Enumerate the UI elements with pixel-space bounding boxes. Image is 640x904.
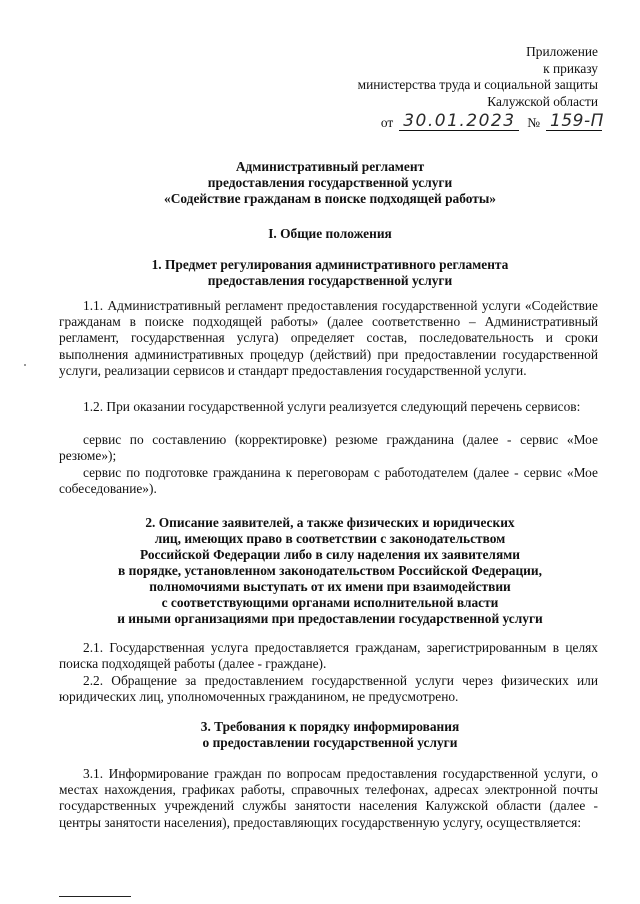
paragraph-2-2 [59, 673, 598, 705]
section-title: I. Общие положения [268, 226, 392, 241]
paragraph-1-2a [59, 432, 598, 464]
paragraph-text: 2.2. Обращение за предоставлением государственной услуги через физических или юридических лиц, уполномоченных гражданином, не предусмотрено. [59, 673, 598, 705]
title-line: Административный регламент [235, 159, 425, 174]
subsection-heading-1 [60, 257, 600, 289]
paragraph-1-2b [59, 465, 598, 497]
footnote-divider [59, 896, 131, 897]
appendix-block [358, 44, 598, 110]
paragraph-1-2 [59, 399, 598, 415]
subsection-line: лиц, имеющих право в соответствии с законодательством [154, 531, 506, 546]
subsection-line: 3. Требования к порядку информирования [200, 719, 460, 734]
subsection-line: 1. Предмет регулирования административного регламента [151, 257, 509, 272]
appendix-line: Приложение [526, 44, 598, 59]
subsection-heading-2 [60, 515, 600, 627]
subsection-line: предоставления государственной услуги [207, 273, 453, 288]
subsection-heading-3 [60, 719, 600, 751]
paragraph-text: 1.2. При оказании государственной услуги реализуется следующий перечень сервисов: [83, 399, 581, 414]
subsection-line: полномочиями выступать от их имени при взаимодействии [149, 579, 511, 594]
paragraph-3-1 [59, 766, 598, 831]
section-heading [60, 226, 600, 242]
subsection-line: Российской Федерации либо в силу наделения их заявителями [139, 547, 521, 562]
paragraph-text: сервис по подготовке гражданина к переговорам с работодателем (далее - сервис «Мое собеседование»). [59, 465, 598, 497]
date-prefix: от [380, 115, 394, 130]
paragraph-text: 3.1. Информирование граждан по вопросам предоставления государственной услуги, о местах нахождения, графиках работы, справочных телефонах, адресах электронной почты государственных учреждений службы занятости населения Калужской области (далее - центры занятости населения), предоставляющих государственную услугу, осуществляется: [59, 766, 598, 830]
subsection-line: о предоставлении государственной услуги [202, 735, 458, 750]
subsection-line: 2. Описание заявителей, а также физических и юридических [145, 515, 515, 530]
appendix-line: министерства труда и социальной защиты [357, 77, 598, 92]
appendix-line: к приказу [543, 60, 598, 76]
paragraph-2-1 [59, 640, 598, 672]
title-line: предоставления государственной услуги [207, 175, 453, 190]
paragraph-text: 1.1. Административный регламент предоставления государственной услуги «Содействие гражданам в поиске подходящей работы» (далее соответственно – Административный регламент, государственная услуга) определяет состав, последовательность и сроки выполнения административных процедур (действий) при предоставлении государственной услуги, реализации сервисов и стандарт предоставления государственной услуги. [59, 298, 598, 378]
title-line: «Содействие гражданам в поиске подходящей работы» [164, 191, 496, 206]
number-sign: № [527, 115, 540, 130]
paragraph-text: сервис по составлению (корректировке) резюме гражданина (далее - сервис «Мое резюме»); [59, 432, 598, 464]
document-title [60, 159, 600, 207]
paragraph-text: 2.1. Государственная услуга предоставляется гражданам, зарегистрированным в целях поиска подходящей работы (далее - граждане). [59, 640, 598, 672]
order-date-number [381, 112, 602, 131]
subsection-line: и иными организациями при предоставлении государственной услуги [117, 611, 543, 626]
subsection-line: в порядке, установленном законодательством Российской Федерации, [118, 563, 542, 578]
paragraph-1-1 [59, 298, 598, 379]
handwritten-date: 30.01.2023 [399, 112, 519, 131]
appendix-line: Калужской области [487, 93, 598, 109]
scan-speck [24, 364, 26, 366]
handwritten-number: 159-П [546, 112, 602, 131]
subsection-line: с соответствующими органами исполнительной власти [161, 595, 499, 610]
